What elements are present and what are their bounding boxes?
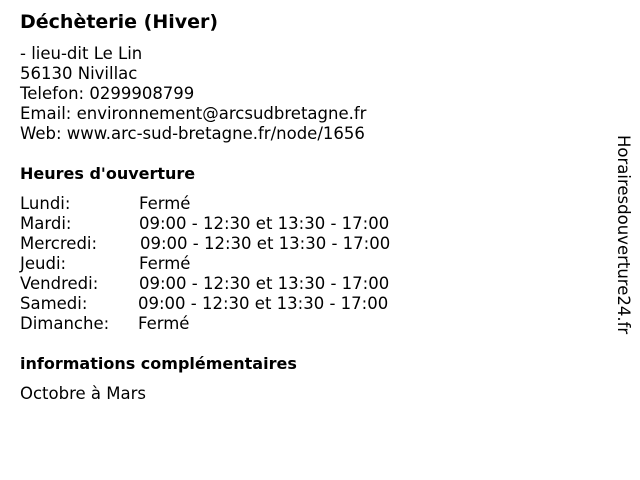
- site-watermark: Horairesdouverture24.fr: [614, 135, 633, 335]
- hours-row-vendredi: [20, 274, 440, 294]
- hours-row-mardi: [20, 214, 440, 234]
- hours-table: [20, 194, 440, 334]
- day-hours: Fermé: [138, 314, 190, 333]
- hours-row-mercredi: [20, 234, 440, 254]
- address-block: [20, 44, 366, 144]
- day-label: Vendredi:: [20, 274, 99, 293]
- hours-heading: Heures d'ouverture: [20, 164, 196, 183]
- hours-row-jeudi: [20, 254, 440, 274]
- page-title: Déchèterie (Hiver): [20, 11, 219, 33]
- day-hours: 09:00 - 12:30 et 13:30 - 17:00: [139, 214, 390, 233]
- hours-row-lundi: [20, 194, 440, 214]
- info-text: Octobre à Mars: [20, 384, 146, 403]
- day-hours: Fermé: [139, 194, 191, 213]
- day-hours: 09:00 - 12:30 et 13:30 - 17:00: [139, 274, 390, 293]
- day-label: Samedi:: [20, 294, 88, 313]
- day-label: Mercredi:: [20, 234, 98, 253]
- web-line: Web: www.arc-sud-bretagne.fr/node/1656: [20, 124, 365, 143]
- email-line: Email: environnement@arcsudbretagne.fr: [20, 104, 367, 123]
- day-hours: 09:00 - 12:30 et 13:30 - 17:00: [140, 234, 391, 253]
- day-label: Mardi:: [20, 214, 72, 233]
- phone-line: Telefon: 0299908799: [20, 84, 195, 103]
- day-hours: 09:00 - 12:30 et 13:30 - 17:00: [138, 294, 389, 313]
- address-line: - lieu-dit Le Lin: [20, 44, 143, 63]
- day-label: Lundi:: [20, 194, 71, 213]
- day-label: Jeudi:: [20, 254, 67, 273]
- day-label: Dimanche:: [20, 314, 110, 333]
- info-heading: informations complémentaires: [20, 354, 297, 373]
- hours-row-dimanche: [20, 314, 440, 334]
- hours-row-samedi: [20, 294, 440, 314]
- day-hours: Fermé: [139, 254, 191, 273]
- address-city: 56130 Nivillac: [20, 64, 138, 83]
